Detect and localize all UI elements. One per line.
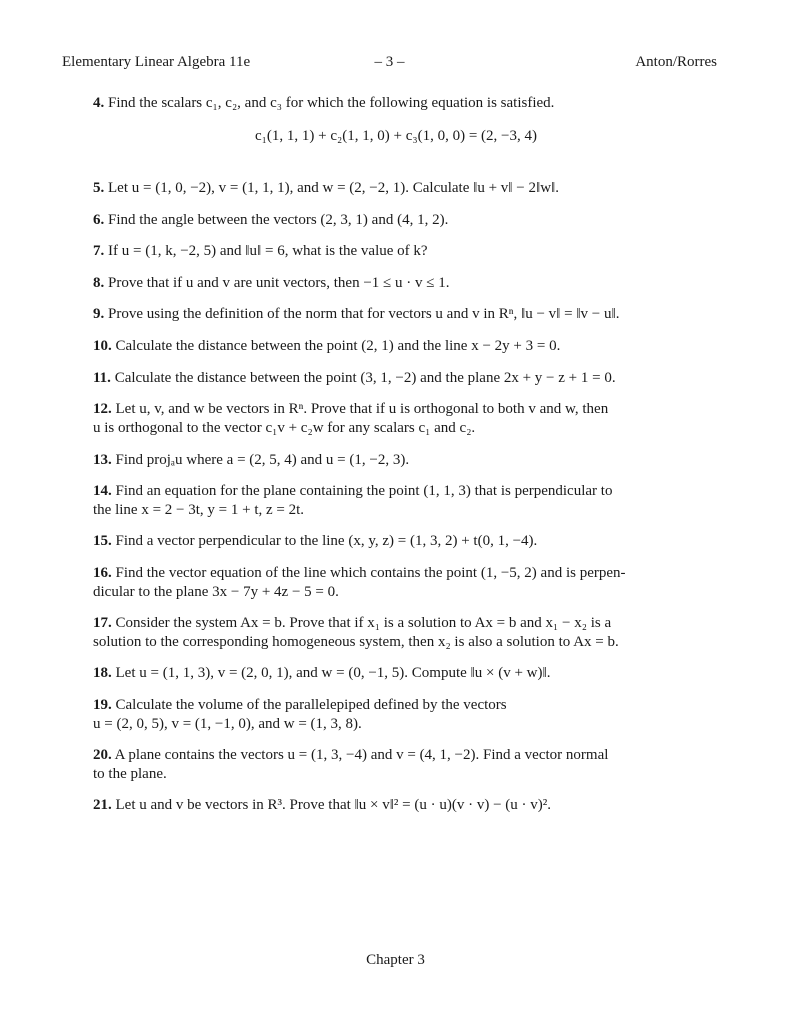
problem-19: 19. Calculate the volume of the parallelepiped defined by the vectors u = (2, 0, 5), v = (1, −1, 0), and w = (1, 3, 8). [93,697,507,732]
problem-11: 11. Calculate the distance between the point (3, 1, −2) and the plane 2x + y − z + 1 = 0. [93,370,616,386]
problem-21: 21. Let u and v be vectors in R³. Prove that ‖u × v‖² = (u · u)(v · v) − (u · v)². [93,797,552,813]
problem-13: 13. Find projₐu where a = (2, 5, 4) and u = (1, −2, 3). [93,452,410,468]
problem-14: 14. Find an equation for the plane containing the point (1, 1, 3) that is perpendicular to the line x = 2 − 3t, y = 1 + t, z = 2t. [93,483,613,518]
problem-9: 9. Prove using the definition of the norm that for vectors u and v in Rⁿ, ‖u − v‖ = ‖v − u‖. [93,306,620,322]
problem-5: 5. Let u = (1, 0, −2), v = (1, 1, 1), and w = (2, −2, 1). Calculate ‖u + v‖ − 2‖w‖. [93,180,559,196]
header-authors: Anton/Rorres [635,54,717,70]
problem-20: 20. A plane contains the vectors u = (1, 3, −4) and v = (4, 1, −2). Find a vector normal to the plane. [93,747,609,782]
problem-4: 4. Find the scalars c₁, c₂, and c₃ for which the following equation is satisfied. [93,95,555,111]
page-footer: Chapter 3 [366,952,425,968]
problem-17: 17. Consider the system Ax = b. Prove that if x₁ is a solution to Ax = b and x₁ − x₂ is a solution to the corresponding homogeneous system, then x₂ is also a solution to Ax = b. [93,615,619,650]
header-book-title: Elementary Linear Algebra 11e [62,54,251,70]
problem-6: 6. Find the angle between the vectors (2, 3, 1) and (4, 1, 2). [93,212,449,228]
problem-8: 8. Prove that if u and v are unit vectors, then −1 ≤ u · v ≤ 1. [93,275,450,291]
problem-15: 15. Find a vector perpendicular to the line (x, y, z) = (1, 3, 2) + t(0, 1, −4). [93,533,538,549]
problem-16: 16. Find the vector equation of the line which contains the point (1, −5, 2) and is perpen- dicular to the plane 3x − 7y + 4z − 5 = 0. [93,565,626,600]
problem-4-equation: c₁(1, 1, 1) + c₂(1, 1, 0) + c₃(1, 0, 0) = (2, −3, 4) [255,128,537,144]
page-header [62,54,717,74]
header-page-number: – 3 – [374,54,405,70]
problem-7: 7. If u = (1, k, −2, 5) and ‖u‖ = 6, what is the value of k? [93,243,428,259]
problem-12: 12. Let u, v, and w be vectors in Rⁿ. Prove that if u is orthogonal to both v and w, then u is orthogonal to the vector c₁v + c₂w for any scalars c₁ and c₂. [93,401,609,436]
problem-10: 10. Calculate the distance between the point (2, 1) and the line x − 2y + 3 = 0. [93,338,561,354]
problem-18: 18. Let u = (1, 1, 3), v = (2, 0, 1), and w = (0, −1, 5). Compute ‖u × (v + w)‖. [93,665,551,681]
